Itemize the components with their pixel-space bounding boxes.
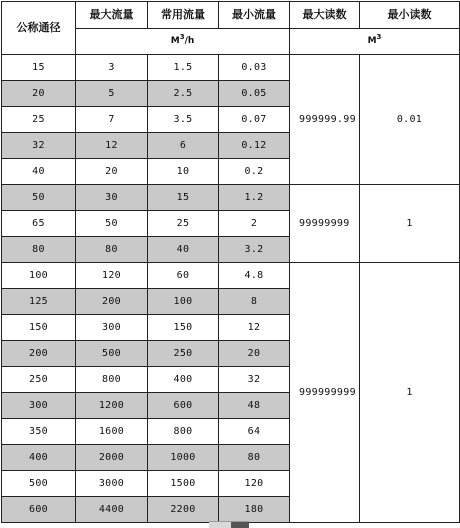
min-reading-cell: 1 [360,185,460,263]
normal-flow-cell: 150 [148,315,219,341]
dn-cell: 350 [2,419,76,445]
normal-flow-cell: 15 [148,185,219,211]
min-flow-cell: 12 [219,315,290,341]
dn-cell: 500 [2,471,76,497]
min-flow-cell: 180 [219,497,290,523]
header-max-reading: 最大读数 [290,2,360,29]
header-nominal-diameter: 公称通径 [2,2,76,55]
normal-flow-cell: 250 [148,341,219,367]
normal-flow-cell: 100 [148,289,219,315]
max-flow-cell: 30 [76,185,148,211]
normal-flow-cell: 6 [148,133,219,159]
max-flow-cell: 3000 [76,471,148,497]
dn-cell: 25 [2,107,76,133]
flow-unit-exp: 3 [179,33,185,42]
normal-flow-cell: 10 [148,159,219,185]
max-flow-cell: 800 [76,367,148,393]
dn-cell: 15 [2,55,76,81]
reading-unit-cell [290,28,460,55]
min-flow-cell: 32 [219,367,290,393]
header-min-reading: 最小读数 [360,2,460,29]
dn-cell: 65 [2,211,76,237]
max-flow-cell: 12 [76,133,148,159]
table-row [2,263,460,289]
min-flow-cell: 2 [219,211,290,237]
header-min-flow: 最小流量 [219,2,290,29]
normal-flow-cell: 600 [148,393,219,419]
dn-cell: 125 [2,289,76,315]
max-flow-cell: 500 [76,341,148,367]
min-reading-cell: 0.01 [360,55,460,185]
dn-cell: 50 [2,185,76,211]
max-flow-cell: 4400 [76,497,148,523]
dn-cell: 200 [2,341,76,367]
min-flow-cell: 4.8 [219,263,290,289]
max-flow-cell: 7 [76,107,148,133]
min-flow-cell: 8 [219,289,290,315]
reading-unit: M [367,36,377,47]
min-reading-cell: 1 [360,263,460,523]
dn-cell: 32 [2,133,76,159]
normal-flow-cell: 1500 [148,471,219,497]
flow-unit: M [170,36,180,47]
dn-cell: 40 [2,159,76,185]
max-flow-cell: 300 [76,315,148,341]
flow-spec-table [1,1,460,523]
max-flow-cell: 120 [76,263,148,289]
max-flow-cell: 50 [76,211,148,237]
min-flow-cell: 120 [219,471,290,497]
flow-unit-tail: /h [184,36,195,47]
dn-cell: 100 [2,263,76,289]
min-flow-cell: 0.12 [219,133,290,159]
max-flow-cell: 80 [76,237,148,263]
dn-cell: 600 [2,497,76,523]
max-flow-cell: 5 [76,81,148,107]
max-flow-cell: 1600 [76,419,148,445]
max-reading-cell: 999999.99 [290,55,360,185]
normal-flow-cell: 1.5 [148,55,219,81]
min-flow-cell: 20 [219,341,290,367]
min-flow-cell: 0.2 [219,159,290,185]
max-flow-cell: 200 [76,289,148,315]
header-normal-flow: 常用流量 [148,2,219,29]
normal-flow-cell: 800 [148,419,219,445]
max-flow-cell: 1200 [76,393,148,419]
normal-flow-cell: 40 [148,237,219,263]
dn-cell: 300 [2,393,76,419]
normal-flow-cell: 3.5 [148,107,219,133]
normal-flow-cell: 2200 [148,497,219,523]
min-flow-cell: 80 [219,445,290,471]
table-body [2,55,460,523]
header-max-flow: 最大流量 [76,2,148,29]
normal-flow-cell: 1000 [148,445,219,471]
normal-flow-cell: 400 [148,367,219,393]
min-flow-cell: 64 [219,419,290,445]
dn-cell: 80 [2,237,76,263]
min-flow-cell: 48 [219,393,290,419]
sheet-scroll-thumb[interactable] [231,522,249,528]
header-row [2,2,460,29]
dn-cell: 20 [2,81,76,107]
table-row [2,55,460,81]
normal-flow-cell: 25 [148,211,219,237]
flow-unit-cell [76,28,290,55]
min-flow-cell: 1.2 [219,185,290,211]
dn-cell: 150 [2,315,76,341]
max-flow-cell: 3 [76,55,148,81]
min-flow-cell: 3.2 [219,237,290,263]
min-flow-cell: 0.05 [219,81,290,107]
min-flow-cell: 0.07 [219,107,290,133]
max-flow-cell: 20 [76,159,148,185]
reading-unit-exp: 3 [376,33,382,42]
normal-flow-cell: 2.5 [148,81,219,107]
max-reading-cell: 99999999 [290,185,360,263]
dn-cell: 400 [2,445,76,471]
normal-flow-cell: 60 [148,263,219,289]
max-reading-cell: 999999999 [290,263,360,523]
table-row [2,185,460,211]
max-flow-cell: 2000 [76,445,148,471]
dn-cell: 250 [2,367,76,393]
min-flow-cell: 0.03 [219,55,290,81]
